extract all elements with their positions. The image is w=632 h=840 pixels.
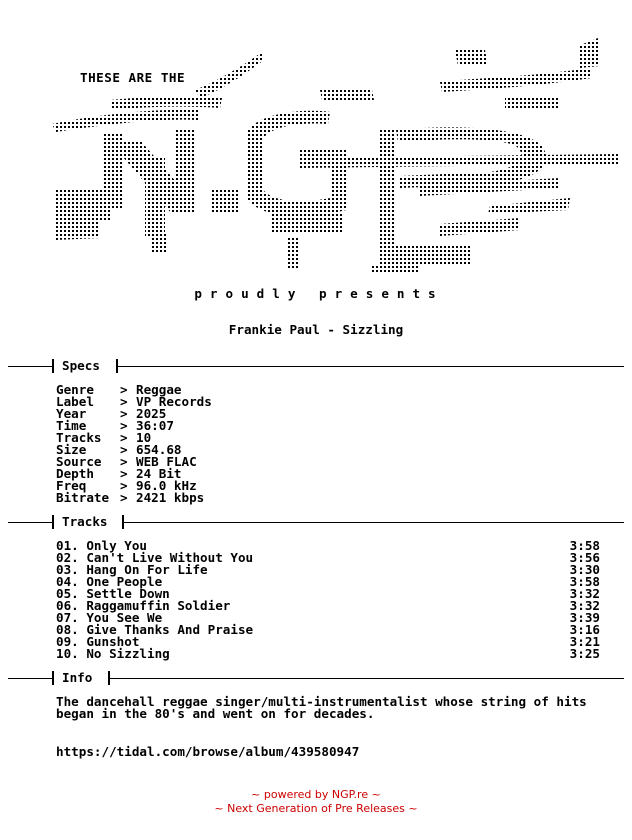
spec-arrow: > (120, 454, 128, 469)
track-title: 01. Only You (56, 538, 147, 553)
track-length: 3:39 (569, 610, 600, 625)
track-length: 3:56 (569, 550, 600, 565)
spec-value: 10 (136, 430, 152, 445)
spec-value: 2025 (136, 406, 167, 421)
divider (8, 678, 52, 679)
track-length: 3:32 (569, 586, 600, 601)
spec-key: Genre (56, 382, 94, 397)
track-length: 3:16 (569, 622, 600, 637)
spec-value: VP Records (136, 394, 212, 409)
spec-value: WEB FLAC (136, 454, 197, 469)
spec-value: 36:07 (136, 418, 174, 433)
spec-arrow: > (120, 442, 128, 457)
track-title: 09. Gunshot (56, 634, 140, 649)
spec-key: Time (56, 418, 87, 433)
divider (8, 366, 52, 367)
track-title: 04. One People (56, 574, 163, 589)
spec-row (56, 492, 212, 504)
tracks-section-header (8, 515, 624, 529)
spec-arrow: > (120, 406, 128, 421)
presents-banner: proudly presents (194, 286, 444, 301)
spec-arrow: > (120, 394, 128, 409)
divider-tick (52, 359, 54, 373)
release-title: Frankie Paul - Sizzling (228, 322, 404, 337)
track-length: 3:58 (569, 574, 600, 589)
spec-arrow: > (120, 382, 128, 397)
spec-arrow: > (120, 430, 128, 445)
spec-value: 96.0 kHz (136, 478, 197, 493)
info-section-header (8, 671, 624, 685)
track-length: 3:30 (569, 562, 600, 577)
logo-caption: THESE ARE THE (80, 70, 186, 85)
track-title: 06. Raggamuffin Soldier (56, 598, 231, 613)
divider (8, 522, 52, 523)
spec-key: Freq (56, 478, 87, 493)
specs-section-header (8, 359, 624, 373)
divider-tick (52, 671, 54, 685)
tracklist (56, 540, 600, 660)
divider (118, 366, 624, 367)
spec-arrow: > (120, 490, 128, 505)
tracks-heading: Tracks (62, 514, 108, 529)
track-length: 3:58 (569, 538, 600, 553)
spec-value: 2421 kbps (136, 490, 205, 505)
track-title: 03. Hang On For Life (56, 562, 208, 577)
spec-value: 654.68 (136, 442, 182, 457)
divider-tick (52, 515, 54, 529)
specs-heading: Specs (62, 358, 100, 373)
spec-key: Size (56, 442, 87, 457)
track-title: 07. You See We (56, 610, 163, 625)
spec-key: Label (56, 394, 94, 409)
spec-key: Depth (56, 466, 94, 481)
spec-key: Bitrate (56, 490, 110, 505)
footer-tagline: ~ Next Generation of Pre Releases ~ (214, 802, 418, 815)
spec-key: Tracks (56, 430, 102, 445)
track-title: 08. Give Thanks And Praise (56, 622, 254, 637)
info-description: The dancehall reggae singer/multi-instrumentalist whose string of hits began in the 80's and went on for decades. (56, 694, 587, 721)
ngp-ascii-logo (0, 38, 632, 278)
divider (110, 678, 624, 679)
spec-value: Reggae (136, 382, 182, 397)
track-length: 3:32 (569, 598, 600, 613)
track-length: 3:25 (569, 646, 600, 661)
info-url-link[interactable]: https://tidal.com/browse/album/439580947 (56, 744, 360, 759)
spec-value: 24 Bit (136, 466, 182, 481)
specs-list (56, 384, 212, 504)
footer-powered-by[interactable]: ~ powered by NGP.re ~ (251, 788, 381, 801)
spec-key: Source (56, 454, 102, 469)
track-title: 02. Can't Live Without You (56, 550, 254, 565)
track-length: 3:21 (569, 634, 600, 649)
spec-key: Year (56, 406, 87, 421)
spec-arrow: > (120, 478, 128, 493)
spec-arrow: > (120, 418, 128, 433)
spec-arrow: > (120, 466, 128, 481)
divider (124, 522, 624, 523)
track-title: 05. Settle Down (56, 586, 170, 601)
info-heading: Info (62, 670, 93, 685)
track-row (56, 648, 600, 660)
track-title: 10. No Sizzling (56, 646, 170, 661)
